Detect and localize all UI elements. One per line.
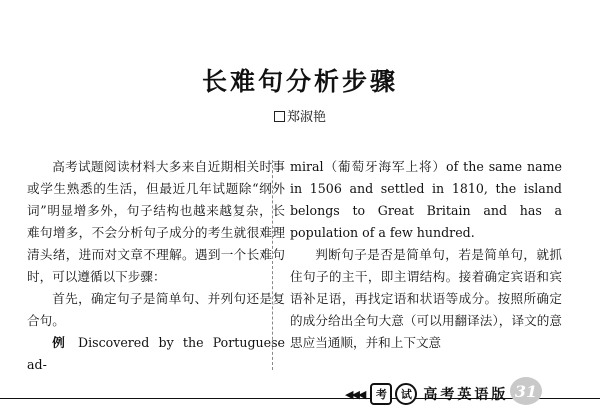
intro-paragraph: 高考试题阅读材料大多来自近期相关时事或学生熟悉的生活，但最近几年试题除“纲外词”明显增多外，句子结构也越来越复杂，长难句增多，不会分析句子成分的考生就很难理清头绪，进而对文章不理解。遇到一个长难句时，可以遵循以下步骤： (27, 159, 285, 284)
page-number: 31 (510, 377, 542, 405)
badge-shi: 试 (395, 383, 417, 405)
analysis-paragraph: 判断句子是否是简单句，若是简单句，就抓住句子的主干，即主谓结构。接着确定宾语和宾语补足语，再找定语和状语等成分。按照所确定的成分给出全句大意（可以用翻译法），译文的意思应当通顺，并和上下文意 (290, 247, 562, 350)
example-paragraph (27, 332, 285, 376)
example-label: 例 (52, 335, 70, 350)
footer (345, 382, 508, 406)
example-text-cont: miral（葡萄牙海军上将）of the same name in 1506 and settled in 1810, the island belongs to Great Britain and has a population of a few hundred. (290, 159, 562, 240)
example-text-start: Discovered by the Portuguese ad- (27, 335, 285, 372)
badge-kao: 考 (370, 383, 392, 405)
author-line (0, 106, 600, 125)
right-column (290, 156, 562, 354)
author-name: 郑淑艳 (286, 110, 326, 125)
magazine-name: 高考英语版 (423, 387, 509, 403)
box-icon (274, 111, 285, 122)
step1-paragraph: 首先，确定句子是简单句、并列句还是复合句。 (27, 291, 285, 328)
arrow-left-icon: ◀◀◀ (345, 387, 365, 401)
column-divider (272, 160, 273, 370)
left-column (27, 156, 285, 376)
footer-rule (0, 398, 600, 399)
article-title: 长难句分析步骤 (201, 67, 398, 96)
